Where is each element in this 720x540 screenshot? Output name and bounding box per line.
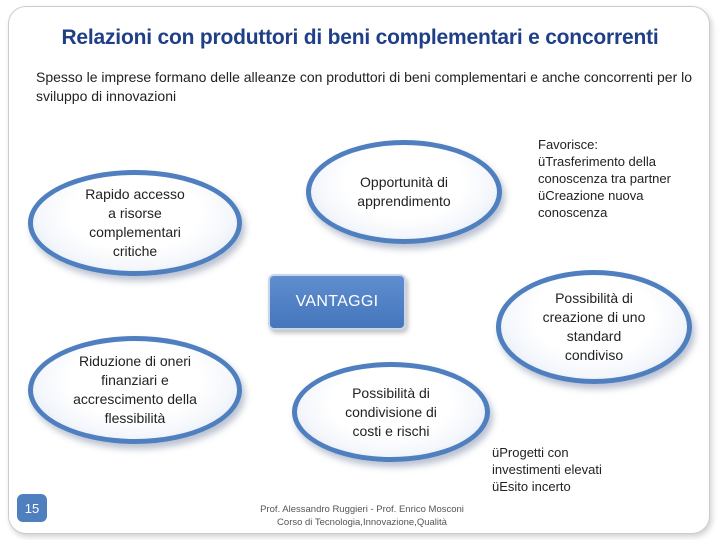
bubble-rapido-accesso-label: Rapido accesso a risorse complementari critiche	[85, 186, 185, 259]
bubble-rapido-accesso	[28, 170, 242, 276]
bubble-opportunita-label: Opportunità di apprendimento	[357, 174, 451, 209]
bubble-opportunita	[306, 140, 502, 244]
bubble-creazione-standard	[496, 270, 692, 384]
footer	[232, 503, 492, 529]
bubble-creazione-standard-label: Possibilità di creazione di uno standard condiviso	[542, 290, 646, 363]
center-label-box	[268, 274, 406, 330]
bubble-condivisione-costi	[292, 362, 490, 462]
footer-authors: Prof. Alessandro Ruggieri - Prof. Enrico Mosconi	[260, 504, 464, 515]
footer-course: Corso di Tecnologia,Innovazione,Qualità	[277, 517, 447, 528]
intro-text: Spesso le imprese formano delle alleanze con produttori di beni complementari e anche concorrenti per lo sviluppo di innovazioni	[36, 69, 693, 104]
slide-title: Relazioni con produttori di beni complementari e concorrenti	[61, 26, 659, 49]
slide-number: 15	[24, 500, 40, 516]
bubble-riduzione-oneri-label: Riduzione di oneri finanziari e accrescimento della flessibilità	[73, 353, 197, 426]
bubble-condivisione-costi-label: Possibilità di condivisione di costi e rischi	[345, 384, 437, 439]
slide-number-badge	[17, 494, 47, 522]
note-progetti: üProgetti con investimenti elevati üEsito incerto	[492, 445, 602, 494]
bubble-riduzione-oneri	[28, 336, 242, 444]
center-label: VANTAGGI	[295, 293, 379, 310]
note-favorisce: Favorisce: üTrasferimento della conoscenza tra partner üCreazione nuova conoscenza	[538, 137, 671, 220]
